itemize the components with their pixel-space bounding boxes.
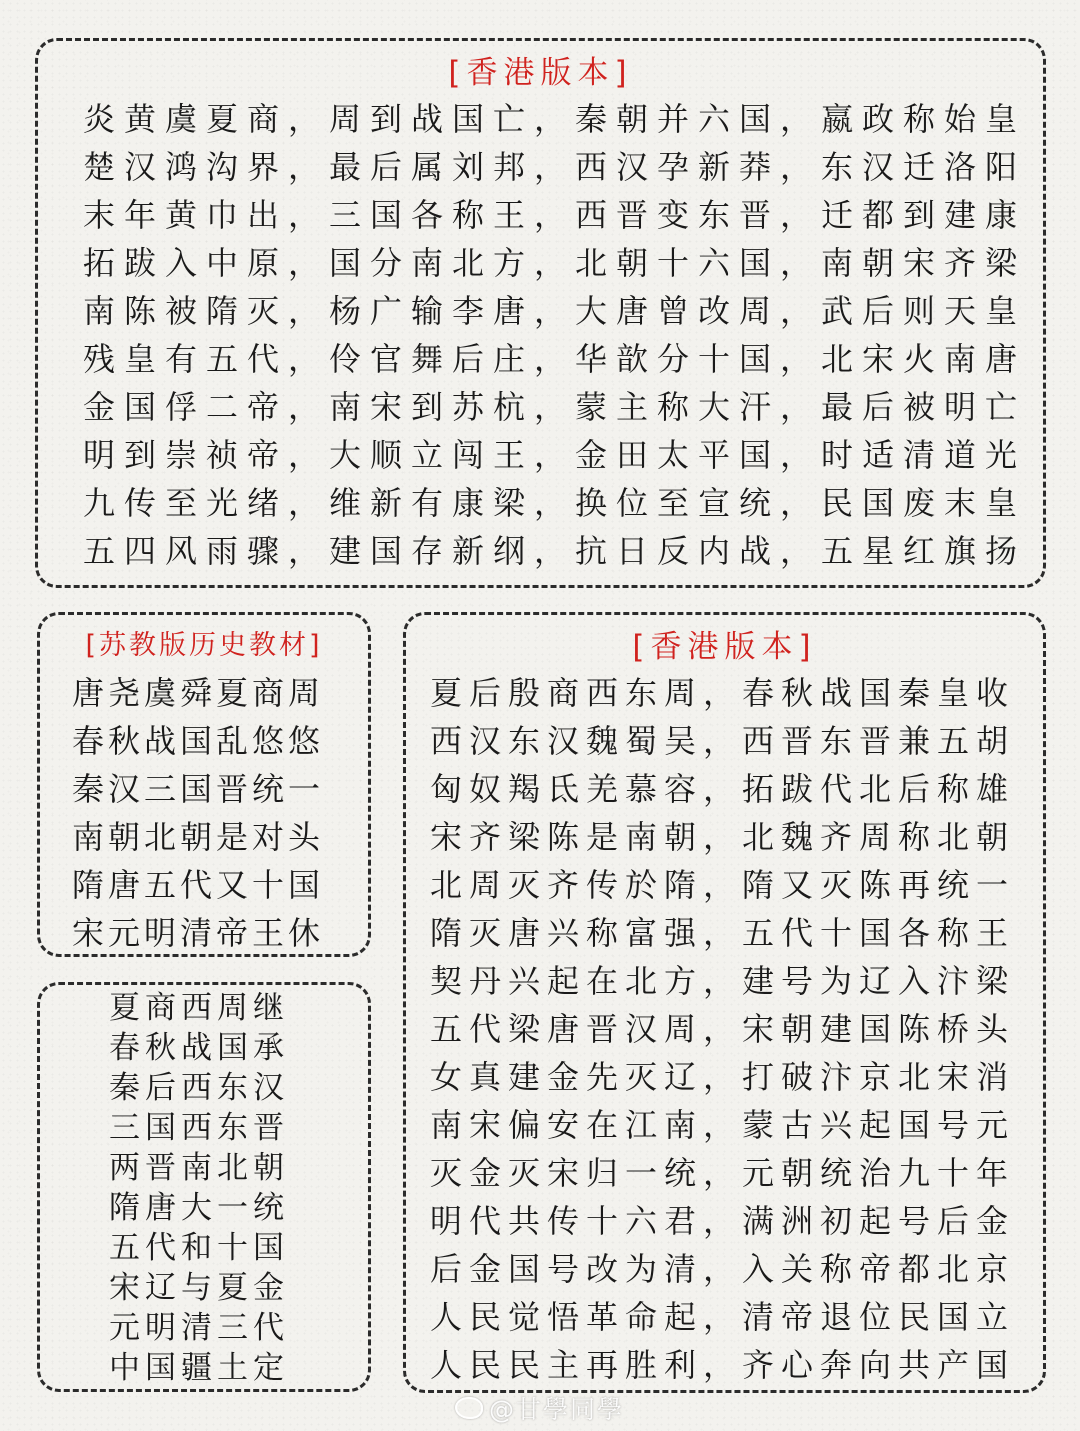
sujiao-poem-box — [37, 612, 371, 957]
poem-line: 隋灭唐兴称富强，五代十国各称王 — [430, 914, 1016, 952]
poem-line: 夏商西周继 — [109, 990, 289, 1026]
poem-line: 南陈被隋灭，杨广输李唐，大唐曾改周，武后则天皇 — [83, 292, 1027, 330]
poem-line: 人民民主再胜利，齐心奔向共产国 — [430, 1346, 1016, 1384]
poem-line: 秦后西东汉 — [109, 1070, 289, 1106]
poem-line: 秦汉三国晋统一 — [72, 770, 325, 808]
poem-line: 西汉东汉魏蜀吴，西晋东晋兼五胡 — [430, 722, 1016, 760]
poem-line: 末年黄巾出，三国各称王，西晋变东晋，迁都到建康 — [83, 196, 1027, 234]
top-poem-box — [35, 38, 1046, 588]
hk-box-title: [香港版本] — [632, 629, 817, 665]
poem-line: 拓跋入中原，国分南北方，北朝十六国，南朝宋齐梁 — [83, 244, 1027, 282]
poem-line: 隋唐五代又十国 — [72, 866, 325, 904]
poem-line: 宋辽与夏金 — [109, 1270, 289, 1306]
poem-line: 隋唐大一统 — [109, 1190, 289, 1226]
short-poem-lines — [109, 988, 289, 1388]
sujiao-box-title: [苏教版历史教材] — [85, 630, 323, 661]
top-poem-lines — [83, 95, 1026, 575]
poem-line: 两晋南北朝 — [109, 1150, 289, 1186]
hk-poem-lines — [430, 669, 1015, 1389]
poem-line: 元明清三代 — [109, 1310, 289, 1346]
watermark — [455, 1390, 624, 1426]
poem-line: 九传至光绪，维新有康梁，换位至宣统，民国废末皇 — [83, 484, 1027, 522]
poem-line: 五四风雨骤，建国存新纲，抗日反内战，五星红旗扬 — [83, 532, 1027, 570]
poem-line: 南宋偏安在江南，蒙古兴起国号元 — [430, 1106, 1016, 1144]
sujiao-poem-lines — [72, 669, 324, 957]
poem-line: 女真建金先灭辽，打破汴京北宋消 — [430, 1058, 1016, 1096]
poem-line: 灭金灭宋归一统，元朝统治九十年 — [430, 1154, 1016, 1192]
poem-line: 唐尧虞舜夏商周 — [72, 674, 325, 712]
poem-line: 明到崇祯帝，大顺立闯王，金田太平国，时适清道光 — [83, 436, 1027, 474]
top-box-title: [香港版本] — [448, 55, 633, 91]
short-poem-box — [37, 982, 371, 1392]
poem-line: 五代和十国 — [109, 1230, 289, 1266]
poem-line: 明代共传十六君，满洲初起号后金 — [430, 1202, 1016, 1240]
poem-line: 中国疆土定 — [109, 1350, 289, 1386]
weibo-icon — [455, 1397, 483, 1419]
watermark-text: @甘學同學 — [489, 1395, 625, 1424]
poem-line: 春秋战国乱悠悠 — [72, 722, 325, 760]
poem-line: 匈奴羯氐羌慕容，拓跋代北后称雄 — [430, 770, 1016, 808]
poem-line: 契丹兴起在北方，建号为辽入汴梁 — [430, 962, 1016, 1000]
poem-line: 南朝北朝是对头 — [72, 818, 325, 856]
poem-line: 后金国号改为清，入关称帝都北京 — [430, 1250, 1016, 1288]
poem-line: 炎黄虞夏商，周到战国亡，秦朝并六国，嬴政称始皇 — [83, 100, 1027, 138]
poem-line: 楚汉鸿沟界，最后属刘邦，西汉孕新莽，东汉迁洛阳 — [83, 148, 1027, 186]
hk-long-poem-box — [403, 612, 1046, 1393]
poem-line: 五代梁唐晋汉周，宋朝建国陈桥头 — [430, 1010, 1016, 1048]
poem-line: 宋元明清帝王休 — [72, 914, 325, 952]
poem-line: 金国俘二帝，南宋到苏杭，蒙主称大汗，最后被明亡 — [83, 388, 1027, 426]
poem-line: 残皇有五代，伶官舞后庄，华歆分十国，北宋火南唐 — [83, 340, 1027, 378]
poem-line: 人民觉悟革命起，清帝退位民国立 — [430, 1298, 1016, 1336]
poem-line: 三国西东晋 — [109, 1110, 289, 1146]
poem-line: 夏后殷商西东周，春秋战国秦皇收 — [430, 674, 1016, 712]
poem-line: 宋齐梁陈是南朝，北魏齐周称北朝 — [430, 818, 1016, 856]
poem-line: 春秋战国承 — [109, 1030, 289, 1066]
poem-line: 北周灭齐传於隋，隋又灭陈再统一 — [430, 866, 1016, 904]
